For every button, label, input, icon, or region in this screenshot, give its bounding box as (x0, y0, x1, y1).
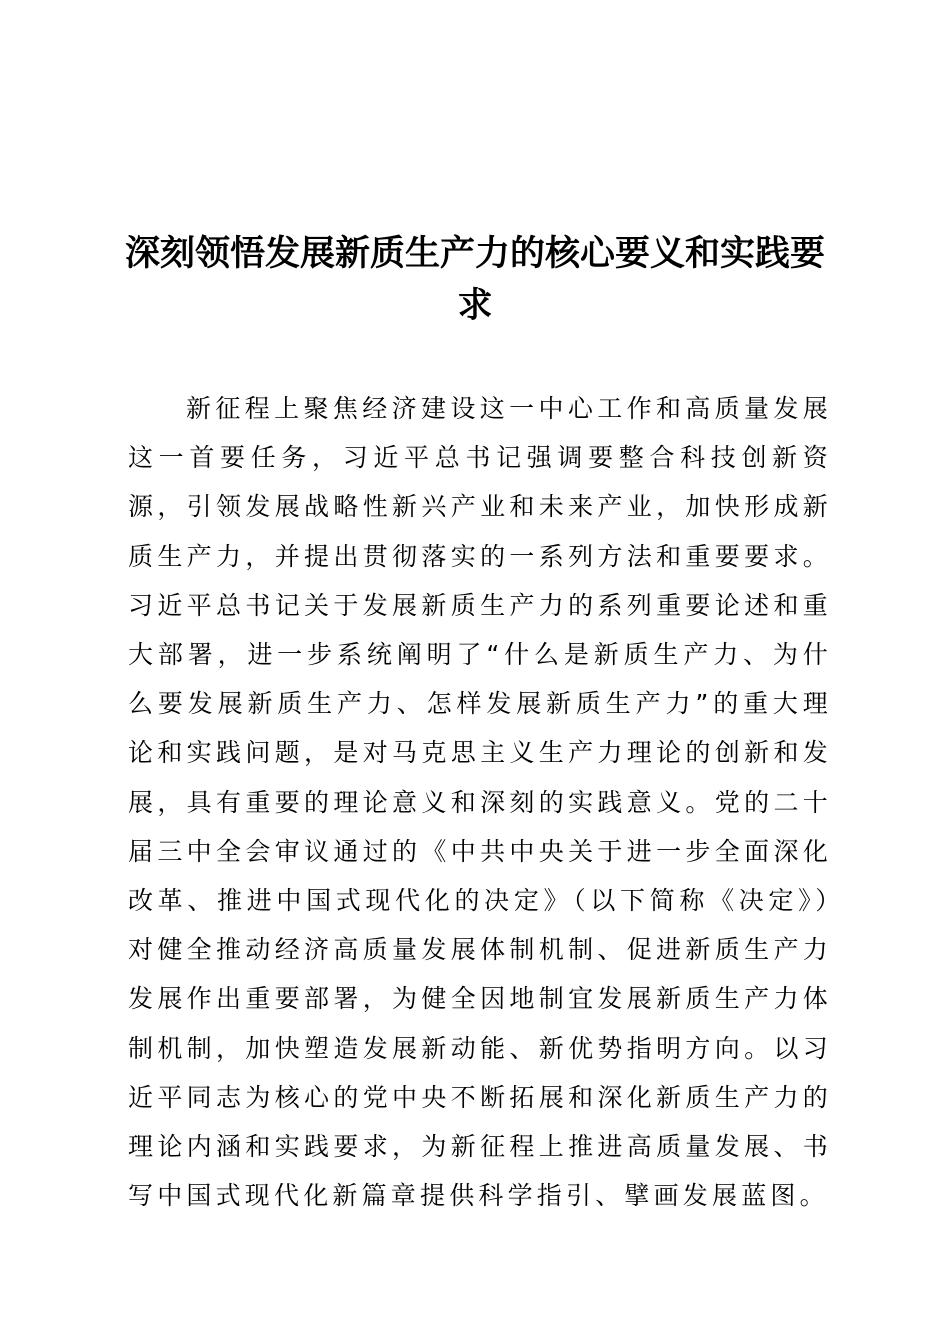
document-title: 深刻领悟发展新质生产力的核心要义和实践要求 (124, 233, 825, 326)
body-paragraph: 新征程上聚焦经济建设这一中心工作和高质量发展这一首要任务，习近平总书记强调要整合科技创新资源，引领发展战略性新兴产业和未来产业，加快形成新质生产力，并提出贯彻落实的一系列方法和重要要求。习近平总书记关于发展新质生产力的系列重要论述和重大部署，进一步系统阐明了“什么是新质生产力、为什么要发展新质生产力、怎样发展新质生产力”的重大理论和实践问题，是对马克思主义生产力理论的创新和发展，具有重要的理论意义和深刻的实践意义。党的二十届三中全会审议通过的《中共中央关于进一步全面深化改革、推进中国式现代化的决定》（以下简称《决定》）对健全推动经济高质量发展体制机制、促进新质生产力发展作出重要部署，为健全因地制宜发展新质生产力体制机制，加快塑造发展新动能、新优势指明方向。以习近平同志为核心的党中央不断拓展和深化新质生产力的理论内涵和实践要求，为新征程上推进高质量发展、书写中国式现代化新篇章提供科学指引、擘画发展蓝图。 (128, 394, 832, 1211)
